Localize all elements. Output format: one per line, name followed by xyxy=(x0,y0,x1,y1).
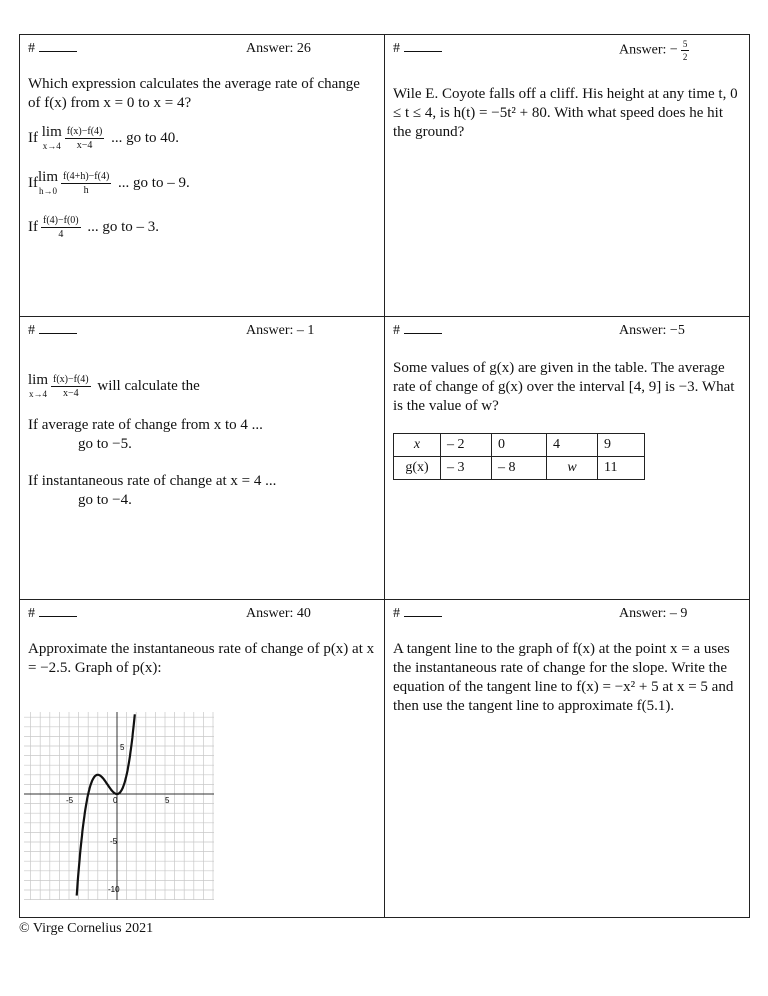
problem-card-4 xyxy=(385,317,751,599)
question-text: Approximate the instantaneous rate of change of p(x) at x = −2.5. Graph of p(x): xyxy=(28,641,375,676)
function-curve xyxy=(77,714,135,895)
problem-card-3 xyxy=(20,317,384,599)
question-text: Wile E. Coyote falls off a cliff. His height at any time t, 0 ≤ t ≤ 4, is h(t) = −5t² + 80. With what speed does he hit the ground? xyxy=(393,86,738,140)
question-text: A tangent line to the graph of f(x) at the point x = a uses the instantaneous rate of change for the slope. Write the equation of the tangent line to f(x) = −x² + 5 at x = 5 and then use the tangent line to approximate f(5.1). xyxy=(393,641,734,714)
option-1: If lim x→4 $\frac{f(x)-f(4)}{x-4}$ ... go to 40. xyxy=(28,124,180,151)
y-tick-label: -10 xyxy=(108,885,120,894)
table-row: g(x) – 3 – 8 w 11 xyxy=(394,457,645,480)
problem-card-1 xyxy=(20,35,384,316)
problem-number: # xyxy=(28,606,77,622)
answer-label: Answer: 40 xyxy=(246,606,311,621)
table-row: x – 2 0 4 9 xyxy=(394,434,645,457)
answer-label: Answer: − $\frac{5}{2}$ xyxy=(619,39,688,62)
x-tick-label: -5 xyxy=(66,796,74,805)
problem-card-6 xyxy=(385,600,751,918)
problem-number: # xyxy=(28,323,77,339)
graph-grid xyxy=(24,712,214,900)
question-text: Which expression calculates the average rate of change of f(x) from x = 0 to x = 4? xyxy=(28,76,360,111)
function-graph xyxy=(24,712,214,900)
y-tick-label: 5 xyxy=(120,743,125,752)
option-2: If instantaneous rate of change at x = 4 ... go to −4. xyxy=(28,473,277,508)
y-tick-label: -5 xyxy=(110,837,118,846)
x-tick-label: 5 xyxy=(165,796,170,805)
answer-label: Answer: – 1 xyxy=(246,323,315,338)
problem-number: # xyxy=(28,41,77,57)
answer-label: Answer: 26 xyxy=(246,41,311,56)
limit-expression: lim x→4 $\frac{f(x)-f(4)}{x-4}$ will calculate the xyxy=(28,372,200,399)
answer-label: Answer: −5 xyxy=(619,323,685,338)
option-2: Iflim h→0 $\frac{f(4+h)-f(4)}{h}$ ... go to – 9. xyxy=(28,169,190,196)
question-text: Some values of g(x) are given in the table. The average rate of change of g(x) over the interval [4, 9] is −3. What is the value of w? xyxy=(393,360,735,414)
option-3: If $\frac{f(4)-f(0)}{4}$ ... go to – 3. xyxy=(28,215,160,240)
problem-number: # xyxy=(393,323,442,339)
answer-label: Answer: – 9 xyxy=(619,606,688,621)
problem-number: # xyxy=(393,41,442,57)
copyright-footer: © Virge Cornelius 2021 xyxy=(19,921,154,936)
option-1: If average rate of change from x to 4 ... go to −5. xyxy=(28,417,263,452)
problem-number: # xyxy=(393,606,442,622)
values-table xyxy=(393,433,645,480)
x-tick-label: 0 xyxy=(113,796,118,805)
problem-card-2 xyxy=(385,35,751,316)
